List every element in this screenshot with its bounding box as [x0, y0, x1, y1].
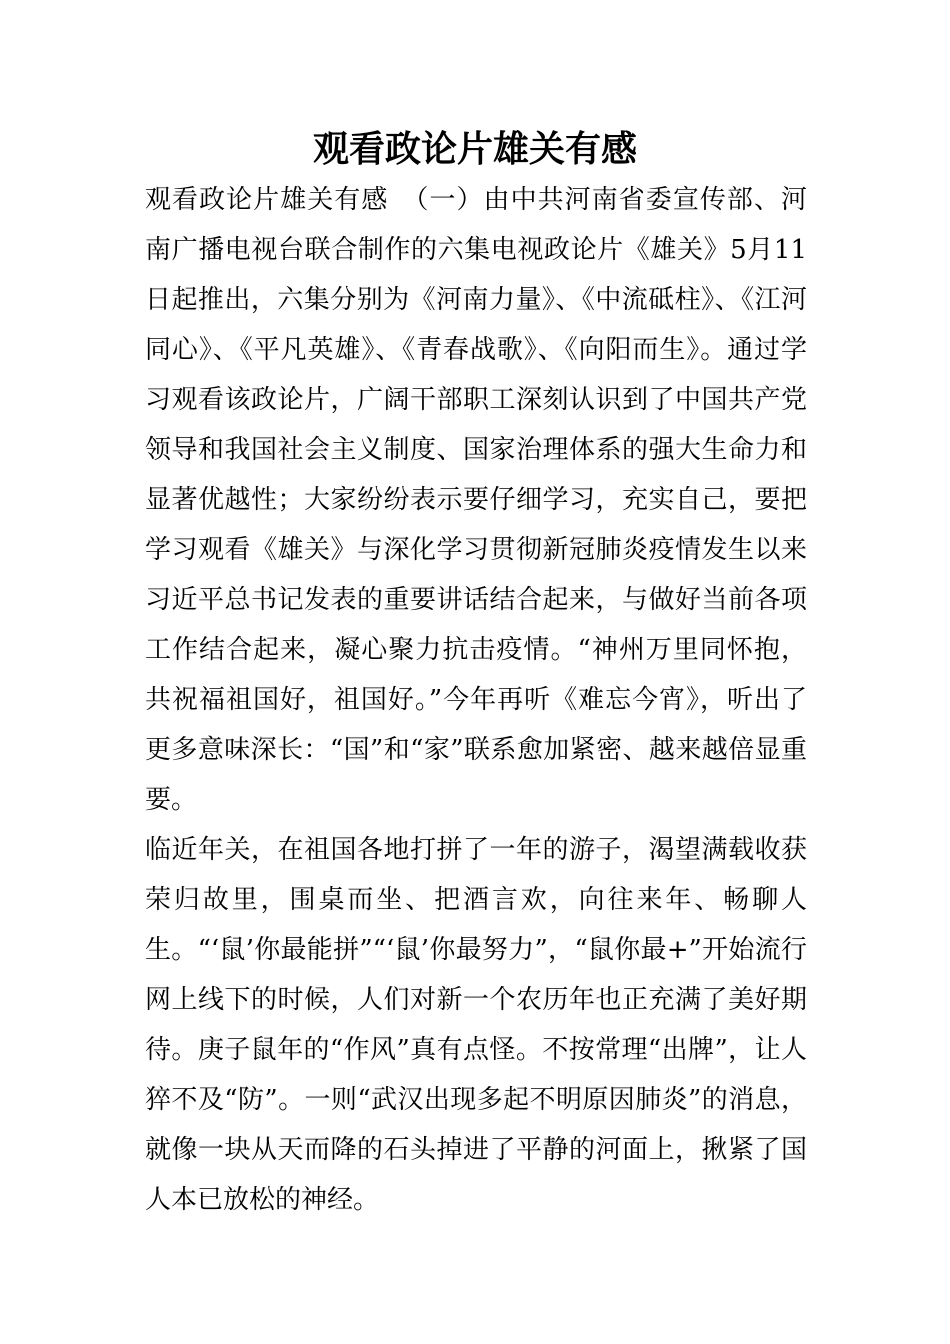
- paragraph-2: 临近年关，在祖国各地打拼了一年的游子，渴望满载收获荣归故里，围桌而坐、把酒言欢，向往来年、畅聊人生。“‘鼠’你最能拼”“‘鼠’你最努力”，“鼠你最+”开始流行网上线下的时候，人们对新一个农历年也正充满了美好期待。庚子鼠年的“作风”真有点怪。不按常理“出牌”，让人猝不及“防”。一则“武汉出现多起不明原因肺炎”的消息，就像一块从天而降的石头掉进了平静的河面上，揪紧了国人本已放松的神经。: [145, 835, 807, 1215]
- paragraph-1: 观看政论片雄关有感 （一）由中共河南省委宣传部、河南广播电视台联合制作的六集电视政论片《雄关》5月11日起推出，六集分别为《河南力量》、《中流砥柱》、《江河同心》、《平凡英雄》、《青春战歌》、《向阳而生》。通过学习观看该政论片，广阔干部职工深刻认识到了中国共产党领导和我国社会主义制度、国家治理体系的强大生命力和显著优越性；大家纷纷表示要仔细学习，充实自己，要把学习观看《雄关》与深化学习贯彻新冠肺炎疫情发生以来习近平总书记发表的重要讲话结合起来，与做好当前各项工作结合起来，凝心聚力抗击疫情。“神州万里同怀抱，共祝福祖国好，祖国好。”今年再听《难忘今宵》，听出了更多意味深长：“国”和“家”联系愈加紧密、越来越倍显重要。: [145, 185, 807, 815]
- document-body: [145, 175, 807, 1225]
- document-title: 观看政论片雄关有感: [312, 129, 637, 170]
